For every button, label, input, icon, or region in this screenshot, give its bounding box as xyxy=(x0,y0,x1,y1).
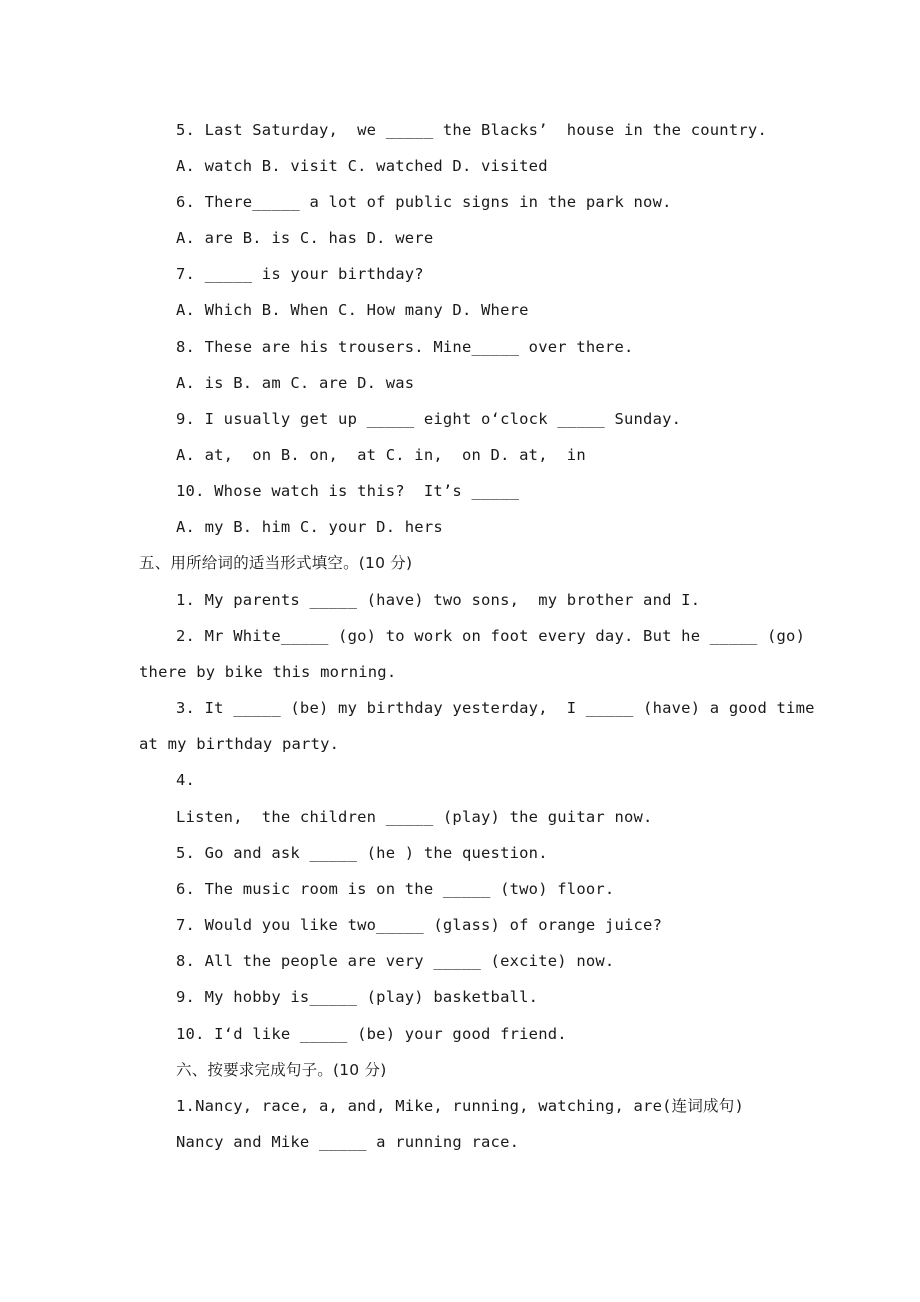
question-9: 9. I usually get up _____ eight o‘clock _____ Sunday. xyxy=(176,410,682,428)
fill-item-2-cont: there by bike this morning. xyxy=(139,663,397,681)
fill-item-6: 6. The music room is on the _____ (two) floor. xyxy=(176,880,615,898)
question-6-options: A. are B. is C. has D. were xyxy=(176,229,434,247)
fill-item-5: 5. Go and ask _____ (he ) the question. xyxy=(176,844,548,862)
question-10: 10. Whose watch is this? It’s _____ xyxy=(176,482,520,500)
sentence-item-1: 1.Nancy, race, a, and, Mike, running, watching, are(连词成句) xyxy=(176,1097,744,1115)
question-9-options: A. at, on B. on, at C. in, on D. at, in xyxy=(176,446,586,464)
question-7-options: A. Which B. When C. How many D. Where xyxy=(176,301,529,319)
fill-item-3: 3. It _____ (be) my birthday yesterday, I _____ (have) a good time xyxy=(176,699,815,717)
fill-item-4: Listen, the children _____ (play) the guitar now. xyxy=(176,808,653,826)
question-8: 8. These are his trousers. Mine_____ over there. xyxy=(176,338,634,356)
fill-item-2: 2. Mr White_____ (go) to work on foot every day. But he _____ (go) xyxy=(176,627,806,645)
fill-item-3-cont: at my birthday party. xyxy=(139,735,340,753)
question-8-options: A. is B. am C. are D. was xyxy=(176,374,415,392)
fill-item-8: 8. All the people are very _____ (excite) now. xyxy=(176,952,615,970)
section-5-heading: 五、用所给词的适当形式填空。(10 分) xyxy=(139,554,413,572)
question-10-options: A. my B. him C. your D. hers xyxy=(176,518,443,536)
fill-item-10: 10. I‘d like _____ (be) your good friend. xyxy=(176,1025,567,1043)
fill-item-9: 9. My hobby is_____ (play) basketball. xyxy=(176,988,539,1006)
fill-item-7: 7. Would you like two_____ (glass) of orange juice? xyxy=(176,916,663,934)
question-7: 7. _____ is your birthday? xyxy=(176,265,424,283)
sentence-item-1-answer: Nancy and Mike _____ a running race. xyxy=(176,1133,520,1151)
fill-item-4-number: 4. xyxy=(176,771,196,789)
question-5-options: A. watch B. visit C. watched D. visited xyxy=(176,157,548,175)
section-6-heading: 六、按要求完成句子。(10 分) xyxy=(176,1061,387,1079)
question-5: 5. Last Saturday, we _____ the Blacks’ house in the country. xyxy=(176,121,767,139)
fill-item-1: 1. My parents _____ (have) two sons, my brother and I. xyxy=(176,591,701,609)
question-6: 6. There_____ a lot of public signs in the park now. xyxy=(176,193,672,211)
